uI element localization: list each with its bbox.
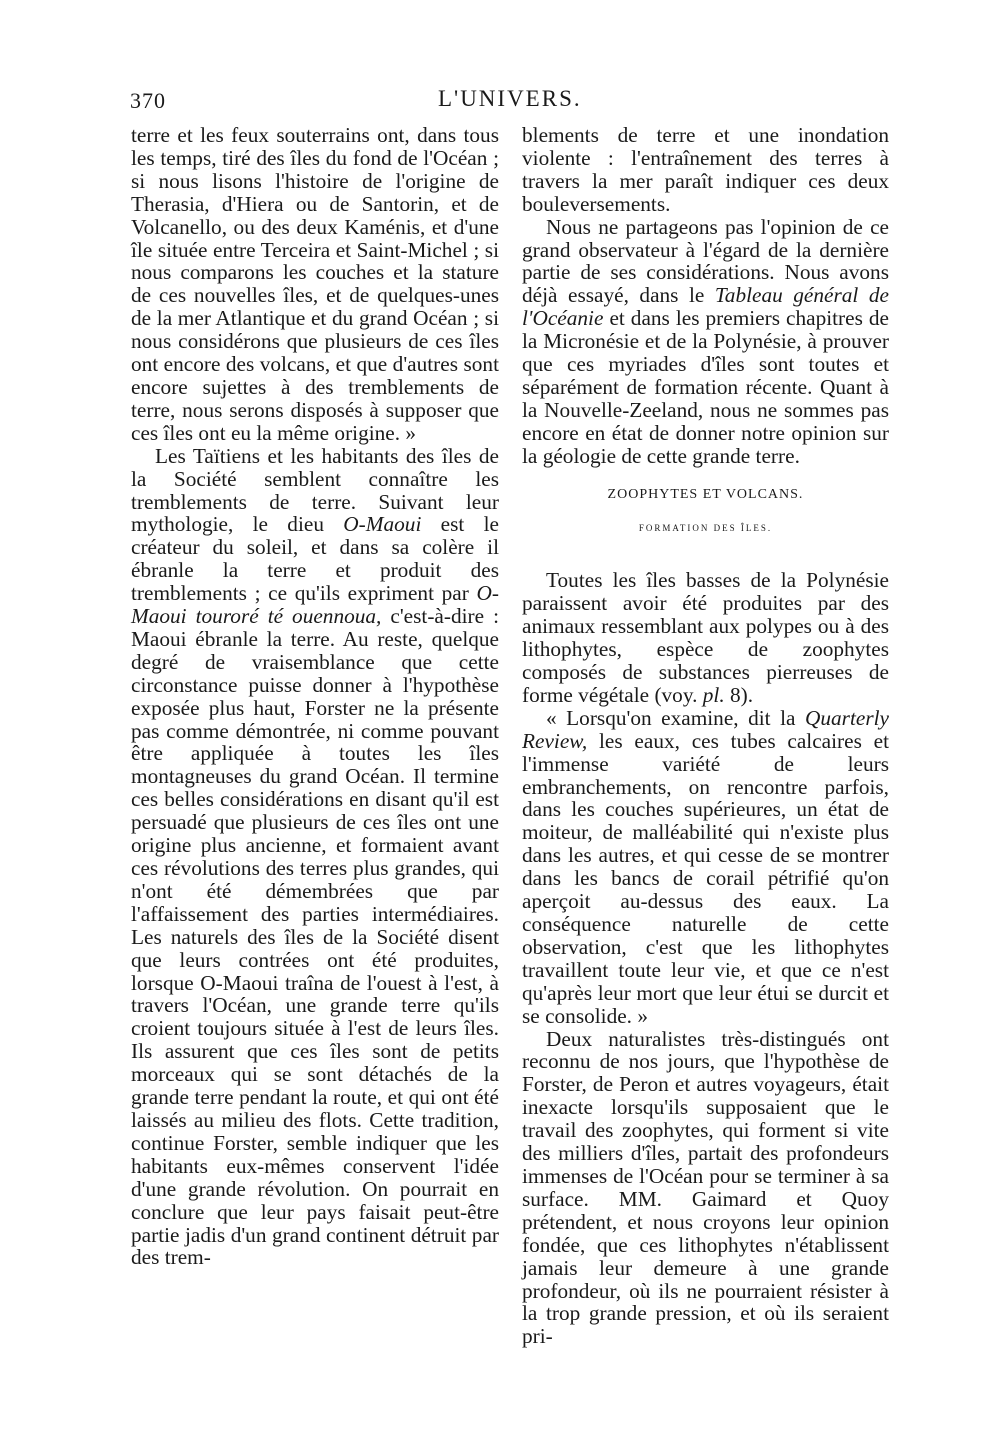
section-subtitle: FORMATION DES ÎLES. bbox=[638, 522, 773, 533]
paragraph: Nous ne partageons pas l'opinion de ce grand observateur à l'égard de la dernière partie de ses considérations. Nous avons déjà essayé, dans le Tableau général de l'Océanie et dans les premiers chapitres de la Micronésie et de la Polynésie, à prouver que ces myriades d'îles sont toutes et séparément de formation récente. Quant à la Nouvelle-Zeeland, nous ne sommes pas encore en état de donner notre opinion sur la géologie de cette grande terre. bbox=[522, 214, 889, 468]
running-title: L'UNIVERS. bbox=[438, 86, 582, 111]
paragraph: Deux naturalistes très-distingués ont reconnu de nos jours, que l'hypothèse de Forster, de Peron et autres voyageurs, était inexacte lorsqu'ils supposaient que le travail des zoophytes, qui forment si vite des milliers d'îles, partait des profondeurs immenses de l'Océan pour se terminer à sa surface. MM. Gaimard et Quoy prétendent, et nous croyons leur opinion fondée, que ces lithophytes n'établissent jamais leur demeure à une grande profondeur, où ils ne pourraient résister à la trop grande pression, et où ils seraient pri- bbox=[522, 1026, 889, 1349]
left-column bbox=[131, 124, 499, 1269]
section-title: ZOOPHYTES ET VOLCANS. bbox=[607, 486, 804, 502]
page-number: 370 bbox=[130, 88, 166, 113]
paragraph: terre et les feux souterrains ont, dans tous les temps, tiré des îles du fond de l'Océan ; si nous lisons l'histoire de l'origine de Therasia, d'Hiera ou de Santorin, et de Volcanello, ou des deux Kaménis, et d'une île située entre Terceira et Saint-Michel ; si nous comparons les couches et la stature de ces nouvelles îles, et de quelques-unes de la mer Atlantique et du grand Océan ; si nous considérons que plusieurs de ces îles ont encore des volcans, et que d'autres sont encore sujettes à des tremblements de terre, nous serons disposés à supposer que ces îles ont eu la même origine. » bbox=[131, 123, 499, 445]
paragraph: blements de terre et une inondation violente : l'entraînement des terres à travers la mer paraît indiquer ces deux bouleversements. bbox=[522, 123, 889, 216]
paragraph: Les Taïtiens et les habitants des îles de la Société semblent connaître les tremblements de terre. Suivant leur mythologie, le dieu O-Maoui est le créateur du soleil, et dans sa colère il ébranle la terre et produit des tremblements ; ce qu'ils expriment par O-Maoui touroré té ouennoua, c'est-à-dire : Maoui ébranle la terre. Au reste, quelque degré de vraisemblance que cette circonstance puisse donner à l'hypothèse exposée plus haut, Forster ne la présente pas comme démontrée, ni comme pouvant être appliquée à toutes les îles montagneuses du grand Océan. Il termine ces belles considérations en disant qu'il est persuadé que plusieurs de ces îles ont une origine plus ancienne, et formaient avant ces révolutions des terres plus grandes, qui n'ont été démembrées que par l'affaissement des parties intermédiaires. Les naturels des îles de la Société disent que leurs contrées ont été produites, lorsque O-Maoui traîna de l'ouest à l'est, à travers l'Océan, une grande terre qu'ils croient toujours située à l'est de leurs îles. Ils assurent que ces îles sont de petits morceaux qui se sont détachés de la grande terre pendant la route, et qui ont été laissés au milieu des flots. Cette tradition, continue Forster, semble indiquer que les habitants eux-mêmes conservent l'idée d'une grande révolution. On pourrait en conclure que leur pays faisait peut-être partie jadis d'un grand continent détruit par des trem- bbox=[131, 443, 499, 1270]
paragraph: Toutes les îles basses de la Polynésie paraissent avoir été produites par des animaux ressemblant aux polypes ou à des lithophytes, espèce de zoophytes composés de substances pierreuses de forme végétale (voy. pl. 8). bbox=[522, 568, 889, 707]
paragraph: « Lorsqu'on examine, dit la Quarterly Review, les eaux, ces tubes calcaires et l'immense variété de leurs embranchements, on rencontre parfois, dans les couches supérieures, un état de moiteur, de malléabilité qui n'existe plus dans les autres, et qui cesse de se montrer dans les bancs de corail pétrifié qu'on aperçoit au-dessus des eaux. La conséquence naturelle de cette observation, c'est que les lithophytes travaillent toute leur vie, et que ce n'est qu'après leur mort que leur étui se durcit et se consolide. » bbox=[522, 705, 889, 1028]
right-column bbox=[522, 124, 889, 1348]
